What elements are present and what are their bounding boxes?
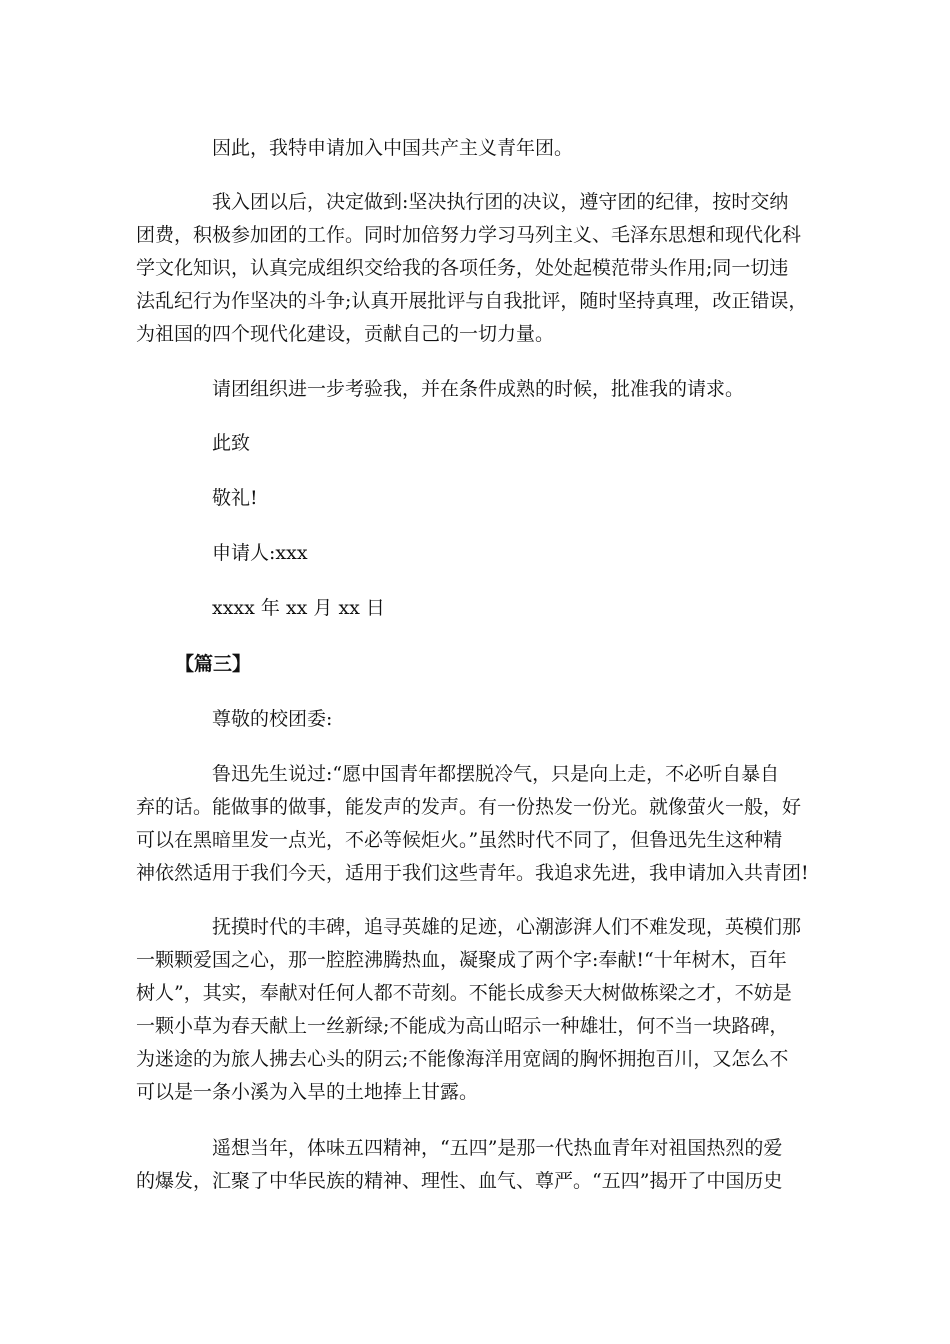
text-line: 申请人:xxx	[212, 542, 308, 564]
text-line: 学文化知识，认真完成组织交给我的各项任务，处处起模范带头作用;同一切违	[136, 257, 789, 279]
text-line: 抚摸时代的丰碑，追寻英雄的足迹，心潮澎湃人们不难发现，英模们那	[212, 916, 802, 938]
applicant-signature	[136, 537, 816, 570]
text-line: 请团组织进一步考验我，并在条件成熟的时候，批准我的请求。	[212, 378, 745, 400]
paragraph-request	[136, 373, 816, 406]
paragraph-commitments	[136, 186, 816, 351]
text-line: 一颗颗爱国之心，那一腔腔沸腾热血，凝聚成了两个字:奉献!“十年树木，百年	[136, 949, 787, 971]
paragraph-luxun-quote	[136, 758, 816, 890]
letter-greeting	[136, 703, 816, 736]
text-line: 弃的话。能做事的做事，能发声的发声。有一份热发一份光。就像萤火一般，好	[136, 796, 802, 818]
text-line: 一颗小草为春天献上一丝新绿;不能成为高山昭示一种雄壮，何不当一块路碑，	[136, 1015, 789, 1037]
text-line: 树人”，其实，奉献对任何人都不苛刻。不能长成参天大树做栋梁之才，不妨是	[136, 982, 792, 1004]
date-line	[136, 592, 816, 625]
text-line: 可以是一条小溪为入旱的土地捧上甘露。	[136, 1081, 479, 1103]
closing-salutation	[136, 427, 816, 460]
text-line: 为迷途的为旅人拂去心头的阴云;不能像海洋用宽阔的胸怀拥抱百川，又怎么不	[136, 1048, 789, 1070]
text-line: 法乱纪行为作坚决的斗争;认真开展批评与自我批评，随时坚持真理，改正错误，	[136, 290, 808, 312]
section-heading: 【篇三】	[175, 653, 252, 675]
paragraph-dedication	[136, 911, 816, 1109]
text-line: xxxx 年 xx 月 xx 日	[212, 597, 385, 619]
closing-regards	[136, 482, 816, 515]
text-line: 我入团以后，决定做到:坚决执行团的决议，遵守团的纪律，按时交纳	[212, 191, 789, 213]
text-line: 神依然适用于我们今天，适用于我们这些青年。我追求先进，我申请加入共青团!	[136, 862, 809, 884]
text-line: 遥想当年，体味五四精神，“五四”是那一代热血青年对祖国热烈的爱	[212, 1137, 783, 1159]
text-line: 的爆发，汇聚了中华民族的精神、理性、血气、尊严。“五四”揭开了中国历史	[136, 1170, 783, 1192]
text-line: 尊敬的校团委:	[212, 708, 333, 730]
text-line: 为祖国的四个现代化建设，贡献自己的一切力量。	[136, 323, 555, 345]
text-line: 可以在黑暗里发一点光，不必等候炬火。”虽然时代不同了，但鲁迅先生这种精	[136, 829, 783, 851]
paragraph-may-fourth	[136, 1132, 816, 1198]
paragraph-application-statement	[136, 132, 816, 165]
text-line: 因此，我特申请加入中国共产主义青年团。	[212, 137, 574, 159]
text-line: 团费，积极参加团的工作。同时加倍努力学习马列主义、毛泽东思想和现代化科	[136, 224, 802, 246]
text-line: 敬礼!	[212, 487, 258, 509]
text-line: 此致	[212, 432, 251, 454]
text-line: 鲁迅先生说过:“愿中国青年都摆脱冷气，只是向上走，不必听自暴自	[212, 763, 780, 785]
